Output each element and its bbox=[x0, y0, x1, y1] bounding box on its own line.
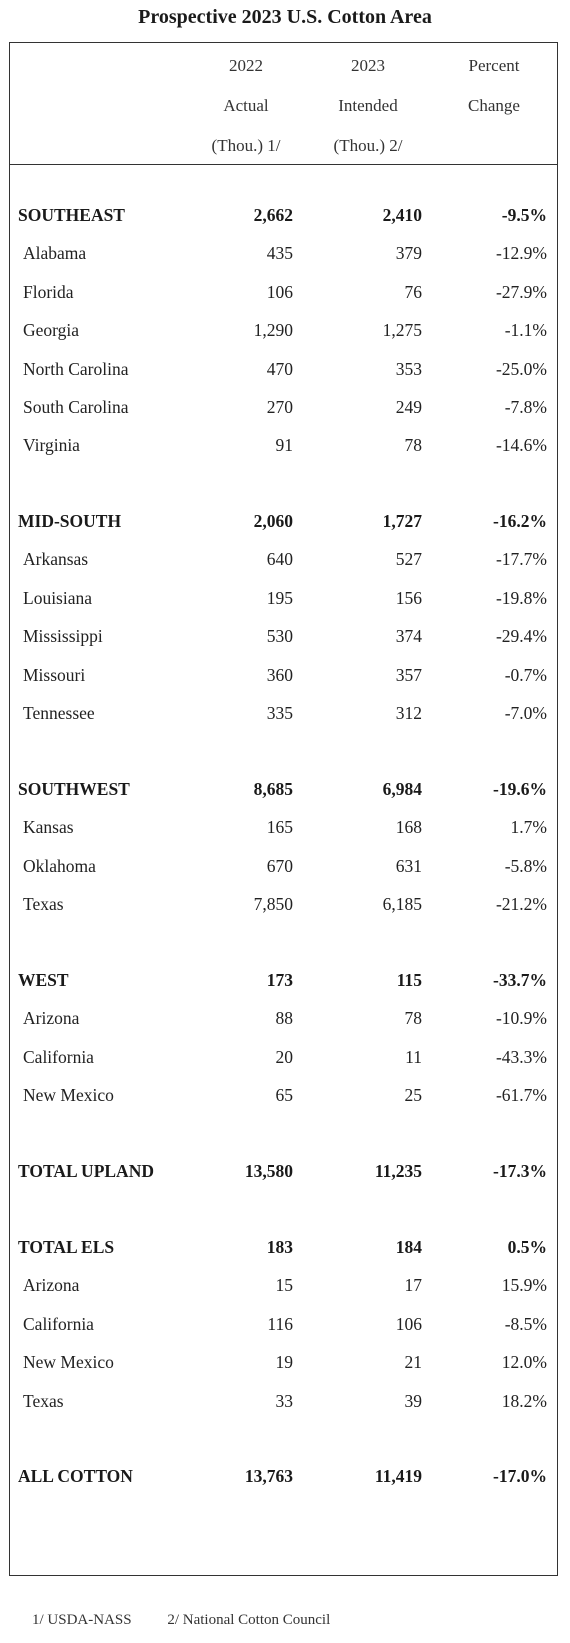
cell-intended: 76 bbox=[404, 281, 422, 302]
table-row bbox=[0, 1381, 570, 1421]
cell-change: -27.9% bbox=[495, 281, 547, 302]
cell-intended: 374 bbox=[395, 626, 422, 647]
cell-actual: 2,662 bbox=[253, 205, 293, 225]
cell-actual: 7,850 bbox=[253, 894, 293, 915]
table-row bbox=[0, 233, 570, 273]
cell-actual: 360 bbox=[266, 664, 293, 685]
cell-name: Alabama bbox=[23, 243, 87, 264]
cell-intended: 11,419 bbox=[374, 1466, 422, 1486]
cell-actual: 15 bbox=[275, 1275, 293, 1296]
cell-intended: 25 bbox=[404, 1085, 422, 1106]
cell-name: TOTAL UPLAND bbox=[18, 1161, 154, 1181]
cell-name: Tennessee bbox=[23, 703, 95, 723]
cell-actual: 335 bbox=[266, 703, 293, 723]
cell-change: 12.0% bbox=[501, 1352, 547, 1373]
cell-change: -19.8% bbox=[495, 587, 547, 608]
table-row bbox=[0, 616, 570, 656]
cell-name: Missouri bbox=[23, 664, 86, 685]
table-row bbox=[0, 807, 570, 847]
table-row bbox=[0, 1037, 570, 1077]
cell-change: -19.6% bbox=[493, 779, 547, 799]
cell-actual: 470 bbox=[266, 358, 293, 379]
cell-name: WEST bbox=[18, 970, 69, 990]
cell-actual: 20 bbox=[275, 1046, 293, 1067]
cell-actual: 270 bbox=[266, 397, 293, 417]
table-row-region bbox=[0, 960, 570, 1000]
column-header-line: (Thou.) 1/ bbox=[211, 136, 281, 155]
cell-intended: 156 bbox=[395, 587, 422, 608]
footnotes bbox=[32, 1612, 362, 1629]
table-row bbox=[0, 272, 570, 312]
cell-change: -16.2% bbox=[493, 511, 547, 531]
table-row-region bbox=[0, 1227, 570, 1267]
cell-intended: 115 bbox=[396, 970, 422, 990]
table-row bbox=[0, 693, 570, 733]
table-row bbox=[0, 655, 570, 695]
cell-intended: 6,185 bbox=[382, 894, 422, 915]
cell-actual: 33 bbox=[275, 1390, 293, 1411]
cell-intended: 106 bbox=[395, 1313, 422, 1334]
cell-actual: 183 bbox=[266, 1237, 293, 1257]
cell-change: 15.9% bbox=[501, 1275, 547, 1296]
cell-intended: 39 bbox=[404, 1390, 422, 1411]
cell-change: -8.5% bbox=[504, 1313, 547, 1334]
cell-change: -14.6% bbox=[495, 435, 547, 456]
table-row bbox=[0, 998, 570, 1038]
cell-name: Arizona bbox=[23, 1275, 80, 1296]
cell-intended: 312 bbox=[395, 703, 422, 723]
cell-change: -17.0% bbox=[493, 1466, 547, 1486]
table-row-region bbox=[0, 195, 570, 235]
cell-change: -7.8% bbox=[504, 397, 547, 417]
cell-name: MID-SOUTH bbox=[18, 511, 122, 531]
cell-change: -17.3% bbox=[493, 1161, 547, 1181]
cell-change: -29.4% bbox=[495, 626, 547, 647]
cell-change: -10.9% bbox=[495, 1008, 547, 1029]
cell-name: Georgia bbox=[23, 320, 80, 341]
table-row bbox=[0, 1342, 570, 1382]
cell-actual: 670 bbox=[266, 855, 293, 876]
cell-name: Oklahoma bbox=[23, 855, 96, 876]
cell-change: -33.7% bbox=[493, 970, 547, 990]
cell-intended: 78 bbox=[404, 435, 422, 456]
table-row bbox=[0, 349, 570, 389]
cell-change: 18.2% bbox=[501, 1390, 547, 1411]
cell-intended: 357 bbox=[395, 664, 422, 685]
column-header-line: Change bbox=[468, 96, 520, 115]
cell-actual: 65 bbox=[275, 1085, 293, 1106]
cell-name: California bbox=[23, 1046, 94, 1067]
cell-change: -5.8% bbox=[504, 855, 547, 876]
table-row bbox=[0, 578, 570, 618]
cell-name: TOTAL ELS bbox=[18, 1237, 115, 1257]
cell-intended: 1,275 bbox=[382, 320, 422, 341]
cell-actual: 106 bbox=[266, 281, 293, 302]
cell-intended: 11,235 bbox=[374, 1161, 422, 1181]
cell-actual: 13,580 bbox=[244, 1161, 293, 1181]
table-row bbox=[0, 539, 570, 579]
table-row bbox=[0, 1075, 570, 1115]
cell-change: -9.5% bbox=[501, 205, 547, 225]
table-row-region bbox=[0, 1151, 570, 1191]
cell-change: 1.7% bbox=[510, 817, 547, 838]
cell-name: Florida bbox=[23, 281, 74, 302]
cell-intended: 1,727 bbox=[382, 511, 422, 531]
cell-intended: 2,410 bbox=[382, 205, 422, 225]
column-header-line: Percent bbox=[468, 56, 520, 75]
cell-name: ALL COTTON bbox=[18, 1466, 133, 1486]
cell-name: Louisiana bbox=[23, 587, 93, 608]
cell-intended: 6,984 bbox=[382, 779, 422, 799]
cell-actual: 8,685 bbox=[253, 779, 293, 799]
cell-change: -25.0% bbox=[495, 358, 547, 379]
cell-intended: 249 bbox=[395, 397, 422, 417]
cell-change: -12.9% bbox=[495, 243, 547, 264]
footnote-1: 1/ USDA-NASS bbox=[32, 1612, 132, 1628]
cell-intended: 17 bbox=[404, 1275, 422, 1296]
cell-name: North Carolina bbox=[23, 358, 129, 379]
cell-intended: 21 bbox=[404, 1352, 422, 1373]
cell-change: -0.7% bbox=[504, 664, 547, 685]
table-row bbox=[0, 884, 570, 924]
cell-name: Texas bbox=[23, 1390, 64, 1411]
cell-intended: 168 bbox=[395, 817, 422, 838]
cell-intended: 379 bbox=[395, 243, 422, 264]
cell-name: Arizona bbox=[23, 1008, 80, 1029]
cell-intended: 631 bbox=[395, 855, 422, 876]
cell-name: California bbox=[23, 1313, 94, 1334]
table-row bbox=[0, 310, 570, 350]
cell-intended: 78 bbox=[404, 1008, 422, 1029]
cell-actual: 91 bbox=[275, 435, 293, 456]
cell-actual: 435 bbox=[266, 243, 293, 264]
cell-change: -17.7% bbox=[495, 549, 547, 570]
cell-change: -1.1% bbox=[504, 320, 547, 341]
cell-actual: 2,060 bbox=[253, 511, 293, 531]
cell-name: Virginia bbox=[23, 435, 80, 456]
cell-name: South Carolina bbox=[23, 397, 129, 417]
table-row-region bbox=[0, 769, 570, 809]
column-header-line: Intended bbox=[338, 96, 398, 115]
cell-actual: 530 bbox=[266, 626, 293, 647]
cell-name: New Mexico bbox=[23, 1085, 114, 1106]
cell-change: -21.2% bbox=[495, 894, 547, 915]
cell-actual: 19 bbox=[275, 1352, 293, 1373]
cell-intended: 353 bbox=[395, 358, 422, 379]
page-title: Prospective 2023 U.S. Cotton Area bbox=[138, 6, 432, 28]
cell-actual: 165 bbox=[266, 817, 293, 838]
cell-change: -43.3% bbox=[495, 1046, 547, 1067]
footnote-2: 2/ National Cotton Council bbox=[167, 1612, 331, 1628]
cell-actual: 173 bbox=[266, 970, 293, 990]
cell-name: Texas bbox=[23, 894, 64, 915]
cell-name: Arkansas bbox=[23, 549, 89, 570]
cell-actual: 640 bbox=[266, 549, 293, 570]
table-row-region bbox=[0, 501, 570, 541]
cell-name: Kansas bbox=[23, 817, 74, 838]
cell-name: Mississippi bbox=[23, 626, 103, 647]
cell-change: -61.7% bbox=[495, 1085, 547, 1106]
cell-change: 0.5% bbox=[507, 1237, 547, 1257]
table-row bbox=[0, 425, 570, 465]
table-row bbox=[0, 1304, 570, 1344]
cell-actual: 195 bbox=[266, 587, 293, 608]
cell-actual: 88 bbox=[275, 1008, 293, 1029]
cell-name: New Mexico bbox=[23, 1352, 114, 1373]
column-header-line: Actual bbox=[223, 96, 269, 115]
cell-actual: 13,763 bbox=[244, 1466, 293, 1486]
table-row-region bbox=[0, 1456, 570, 1496]
cell-actual: 116 bbox=[267, 1313, 293, 1334]
table-row bbox=[0, 387, 570, 427]
column-header-line: 2022 bbox=[229, 56, 263, 75]
cell-intended: 527 bbox=[395, 549, 422, 570]
table-row bbox=[0, 1265, 570, 1305]
table-row bbox=[0, 846, 570, 886]
column-header-line: 2023 bbox=[351, 56, 385, 75]
cell-name: SOUTHEAST bbox=[18, 205, 125, 225]
cell-change: -7.0% bbox=[504, 703, 547, 723]
column-header-line: (Thou.) 2/ bbox=[333, 136, 403, 155]
cell-intended: 184 bbox=[395, 1237, 422, 1257]
cell-actual: 1,290 bbox=[253, 320, 293, 341]
cell-name: SOUTHWEST bbox=[18, 779, 130, 799]
cell-intended: 11 bbox=[405, 1046, 422, 1067]
